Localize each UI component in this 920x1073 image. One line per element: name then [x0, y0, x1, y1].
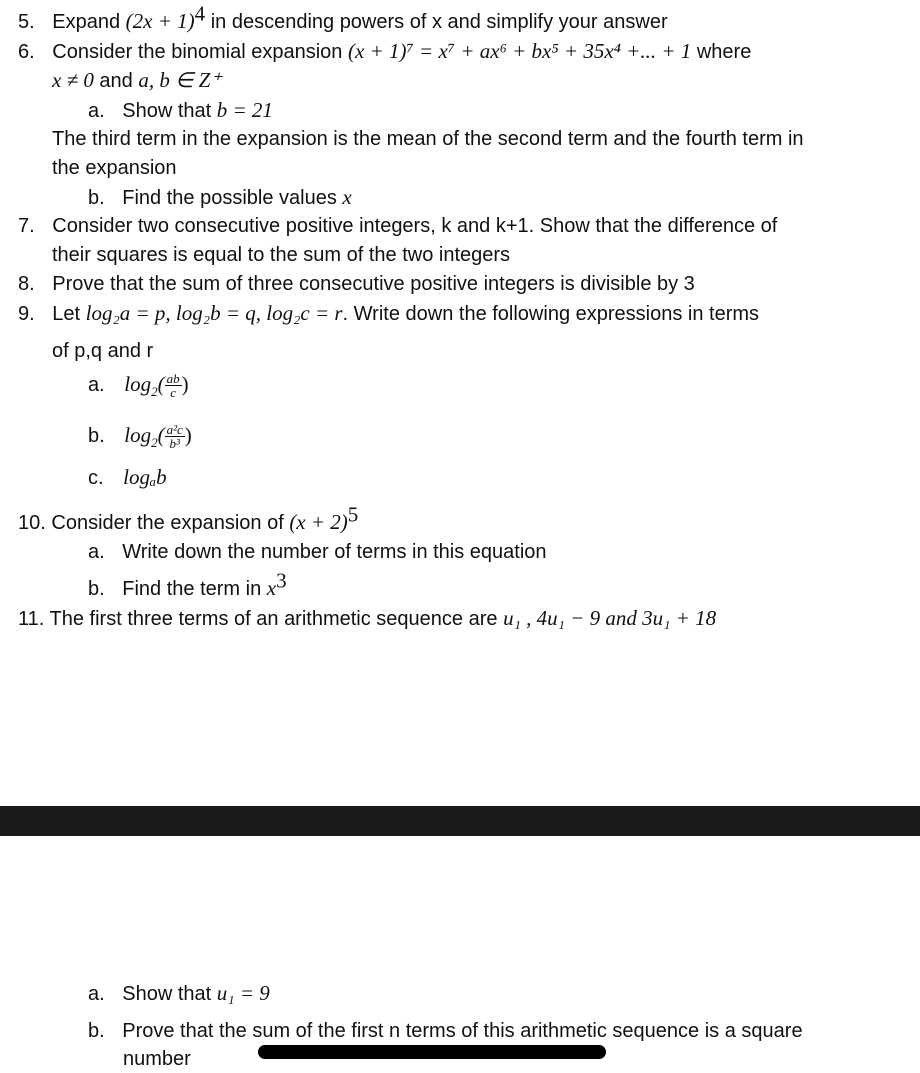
q5-exponent: 4: [194, 1, 206, 26]
question-11: [18, 604, 716, 633]
q8-number: 8.: [18, 273, 35, 295]
q10b-exponent: 3: [276, 568, 287, 593]
q11-text: The first three terms of an arithmetic sequence are: [49, 608, 498, 630]
q6-text-where: where: [696, 41, 752, 63]
q6-condition-2: a, b ∈ Z⁺: [138, 68, 222, 92]
q9-part-c: [88, 463, 167, 492]
question-6: [18, 37, 751, 66]
q11b-label: b.: [88, 1020, 105, 1042]
question-7: [18, 212, 777, 240]
q9b-numerator: a²c: [166, 422, 183, 438]
q10-text: Consider the expansion of: [51, 512, 284, 534]
q6b-label: b.: [88, 187, 105, 209]
q6b-math: x: [342, 185, 352, 209]
q9-part-b: b. $\log_2$( $\frac{\text{a²c}}{\text{b³}}$ ): [88, 422, 192, 452]
q11-part-b: [88, 1017, 803, 1045]
q10-number: 10.: [18, 512, 46, 534]
q10b-label: b.: [88, 578, 105, 600]
q7-line-2: their squares is equal to the sum of the two integers: [52, 244, 511, 266]
q10b-text: Find the term in: [122, 578, 262, 600]
q9b-log: $\log_2$(: [124, 423, 165, 451]
q6-math: (x + 1)⁷ = x⁷ + ax⁶ + bx⁵ + 35x⁴ +... + 1: [348, 39, 692, 63]
q11b-line-1: Prove that the sum of the first n terms of this arithmetic sequence is a square: [122, 1020, 803, 1042]
q6b-text: Find the possible values: [122, 187, 337, 209]
q10a-label: a.: [88, 541, 105, 563]
q6-condition-1: x ≠ 0: [52, 68, 94, 92]
q5-text-start: Expand: [52, 11, 121, 33]
q5-text-end: in descending powers of x and simplify your answer: [210, 11, 668, 33]
q11a-math: u₁ = 9: [216, 981, 270, 1005]
q9b-fraction: [165, 423, 185, 450]
q6-and: and: [99, 70, 133, 92]
question-9: [18, 299, 759, 328]
q11a-text: Show that: [122, 983, 212, 1005]
q5-math: (2x + 1): [125, 9, 195, 33]
q9a-label: a.: [88, 374, 105, 396]
q11a-label: a.: [88, 983, 105, 1005]
q10-math: (x + 2): [289, 510, 348, 534]
q9-text-end: . Write down the following expressions in terms: [342, 303, 760, 325]
q6a-label: a.: [88, 100, 105, 122]
q10-exponent: 5: [347, 502, 359, 527]
q9b-denominator: b³: [169, 436, 180, 452]
q6a-text: Show that: [122, 100, 212, 122]
redaction-bar: [258, 1045, 606, 1059]
q6-line-2: [52, 66, 221, 95]
q9-text-start: Let: [52, 303, 81, 325]
question-10: [18, 502, 359, 537]
q10a-text: Write down the number of terms in this equation: [122, 541, 547, 563]
q10-part-a: [88, 538, 547, 566]
q6-text-start: Consider the binomial expansion: [52, 41, 343, 63]
q9a-denominator: c: [170, 385, 176, 401]
q6-paragraph-1: The third term in the expansion is the mean of the second term and the fourth term in: [52, 128, 804, 150]
q11b-line-2: number: [123, 1048, 191, 1070]
q5-number: 5.: [18, 11, 35, 33]
q6-number: 6.: [18, 41, 35, 63]
q7-line-1: Consider two consecutive positive integers, k and k+1. Show that the difference of: [52, 215, 778, 237]
q9c-math: logₐb: [123, 465, 167, 489]
q11-number: 11.: [18, 608, 45, 630]
q11-math: u₁ , 4u₁ − 9 and 3u₁ + 18: [503, 606, 717, 630]
q6-paragraph-2: the expansion: [52, 157, 177, 179]
q11-part-a: [88, 979, 270, 1008]
q7-number: 7.: [18, 215, 35, 237]
q9a-numerator: ab: [166, 371, 180, 387]
q8-text: Prove that the sum of three consecutive positive integers is divisible by 3: [52, 273, 695, 295]
q9-number: 9.: [18, 303, 35, 325]
question-8: [18, 270, 695, 298]
dark-divider-band: [0, 806, 920, 836]
q9c-label: c.: [88, 467, 104, 489]
q6-part-b: [88, 183, 352, 212]
q9a-fraction: [165, 372, 182, 399]
q9-part-a: a. $\log_2$( $\frac{ab}{c}$ ): [88, 371, 189, 401]
q10b-math: x: [266, 576, 277, 600]
q9b-label: b.: [88, 425, 105, 447]
question-5: [18, 1, 668, 36]
q9-line-2: of p,q and r: [52, 340, 154, 362]
q9a-log: $\log_2$(: [124, 372, 165, 400]
q6-part-a: [88, 96, 273, 125]
q10-part-b: [88, 568, 287, 603]
q9-math: log₂a = p, log₂b = q, log₂c = r: [85, 301, 343, 325]
q6a-math: b = 21: [216, 98, 273, 122]
